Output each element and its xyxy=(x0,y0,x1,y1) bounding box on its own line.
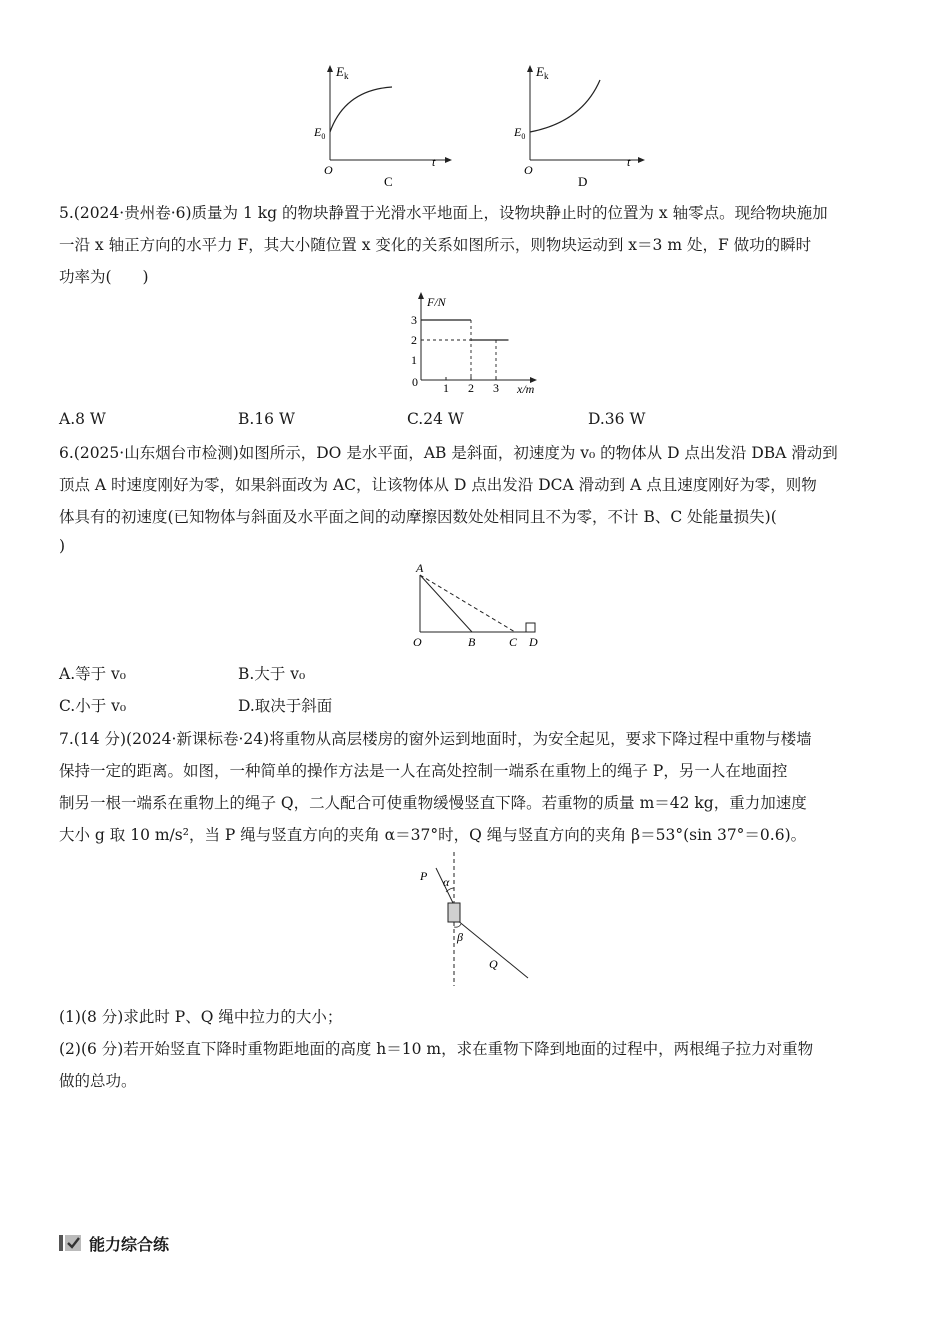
graph-c-x-label: t xyxy=(432,155,436,169)
q7-line-2: 保持一定的距离。如图，一种简单的操作方法是一人在高处控制一端系在重物上的绳子 P，另一人在地面控 xyxy=(59,762,788,780)
graph-d-e0-label: $E_0$ xyxy=(514,125,526,141)
graph-d-caption: D xyxy=(578,174,588,189)
q7-part-2-line-1: (2)(6 分)若开始竖直下降时重物距地面的高度 h＝10 m，求在重物下降到地面的过程中，两根绳子拉力对重物 xyxy=(59,1040,814,1058)
q6-line-4: ) xyxy=(59,537,66,555)
graph-c-origin: O xyxy=(324,163,333,177)
section-header xyxy=(59,1232,169,1254)
graph-c-e0-label: $E_0$ xyxy=(314,125,326,141)
section-check-icon xyxy=(59,1234,81,1252)
q6-label-d: D xyxy=(529,635,538,649)
q6-option-d[interactable]: D.取决于斜面 xyxy=(238,697,333,715)
q7-line-4: 大小 g 取 10 m/s²，当 P 绳与竖直方向的夹角 α＝37°时，Q 绳与竖直方向的夹角 β＝53°(sin 37°＝0.6)。 xyxy=(59,826,807,844)
q6-label-b: B xyxy=(468,635,476,649)
q5-option-a[interactable]: A.8 W xyxy=(59,410,106,428)
graph-d-y-label: $E_k$ xyxy=(536,64,549,81)
q7-part-1: (1)(8 分)求此时 P、Q 绳中拉力的大小； xyxy=(59,1008,343,1026)
q5-origin: 0 xyxy=(412,375,418,389)
q5-y-axis-label: F/N xyxy=(427,295,446,309)
graph-d-origin: O xyxy=(524,163,533,177)
q5-option-c[interactable]: C.24 W xyxy=(407,410,464,428)
graph-c xyxy=(300,60,460,192)
q7-label-q: Q xyxy=(489,957,498,971)
q6-line-1: 6.(2025·山东烟台市检测)如图所示，DO 是水平面，AB 是斜面，初速度为 v₀ 的物体从 D 点出发沿 DBA 滑动到 xyxy=(59,444,838,462)
q6-label-c: C xyxy=(509,635,518,649)
graph-c-caption: C xyxy=(384,174,393,189)
q6-option-b[interactable]: B.大于 v₀ xyxy=(238,665,306,683)
graph-d xyxy=(500,60,660,192)
q5-y-tick-2: 2 xyxy=(411,333,417,347)
q5-x-tick-3: 3 xyxy=(493,381,499,395)
q5-force-graph xyxy=(395,290,555,400)
q7-label-p: P xyxy=(420,869,428,883)
q5-option-b[interactable]: B.16 W xyxy=(238,410,295,428)
q6-line-3: 体具有的初速度(已知物体与斜面及水平面之间的动摩擦因数处处相同且不为零，不计 B、C 处能量损失)( xyxy=(59,508,777,526)
q5-option-d[interactable]: D.36 W xyxy=(588,410,646,428)
q6-option-a[interactable]: A.等于 v₀ xyxy=(59,665,127,683)
q5-x-tick-2: 2 xyxy=(468,381,474,395)
q7-rope-figure xyxy=(410,850,540,990)
q6-line-2: 顶点 A 时速度刚好为零，如果斜面改为 AC，让该物体从 D 点出发沿 DCA 滑动到 A 点且速度刚好为零，则物 xyxy=(59,476,817,494)
q7-label-beta: β xyxy=(457,930,463,944)
q5-line-3: 功率为( ) xyxy=(59,268,149,286)
q6-incline-figure xyxy=(405,560,550,652)
q7-line-1: 7.(14 分)(2024·新课标卷·24)将重物从高层楼房的窗外运到地面时，为安全起见，要求下降过程中重物与楼墙 xyxy=(59,730,812,748)
q7-line-3: 制另一根一端系在重物上的绳子 Q，二人配合可使重物缓慢竖直下降。若重物的质量 m＝42 kg，重力加速度 xyxy=(59,794,807,812)
q6-label-o: O xyxy=(413,635,422,649)
q5-y-tick-3: 3 xyxy=(411,313,417,327)
q6-option-c[interactable]: C.小于 v₀ xyxy=(59,697,127,715)
graph-c-y-label: $E_k$ xyxy=(336,64,349,81)
q5-line-2: 一沿 x 轴正方向的水平力 F，其大小随位置 x 变化的关系如图所示，则物块运动到 x＝3 m 处，F 做功的瞬时 xyxy=(59,236,812,254)
q5-x-tick-1: 1 xyxy=(443,381,449,395)
section-title: 能力综合练 xyxy=(89,1234,170,1254)
q7-label-alpha: α xyxy=(443,875,450,889)
q5-x-axis-label: x/m xyxy=(517,382,535,396)
q5-y-tick-1: 1 xyxy=(411,353,417,367)
graph-d-x-label: t xyxy=(627,155,631,169)
q7-part-2-line-2: 做的总功。 xyxy=(59,1072,137,1090)
q5-line-1: 5.(2024·贵州卷·6)质量为 1 kg 的物块静置于光滑水平地面上，设物块静止时的位置为 x 轴零点。现给物块施加 xyxy=(59,204,828,222)
q6-label-a: A xyxy=(416,561,424,575)
